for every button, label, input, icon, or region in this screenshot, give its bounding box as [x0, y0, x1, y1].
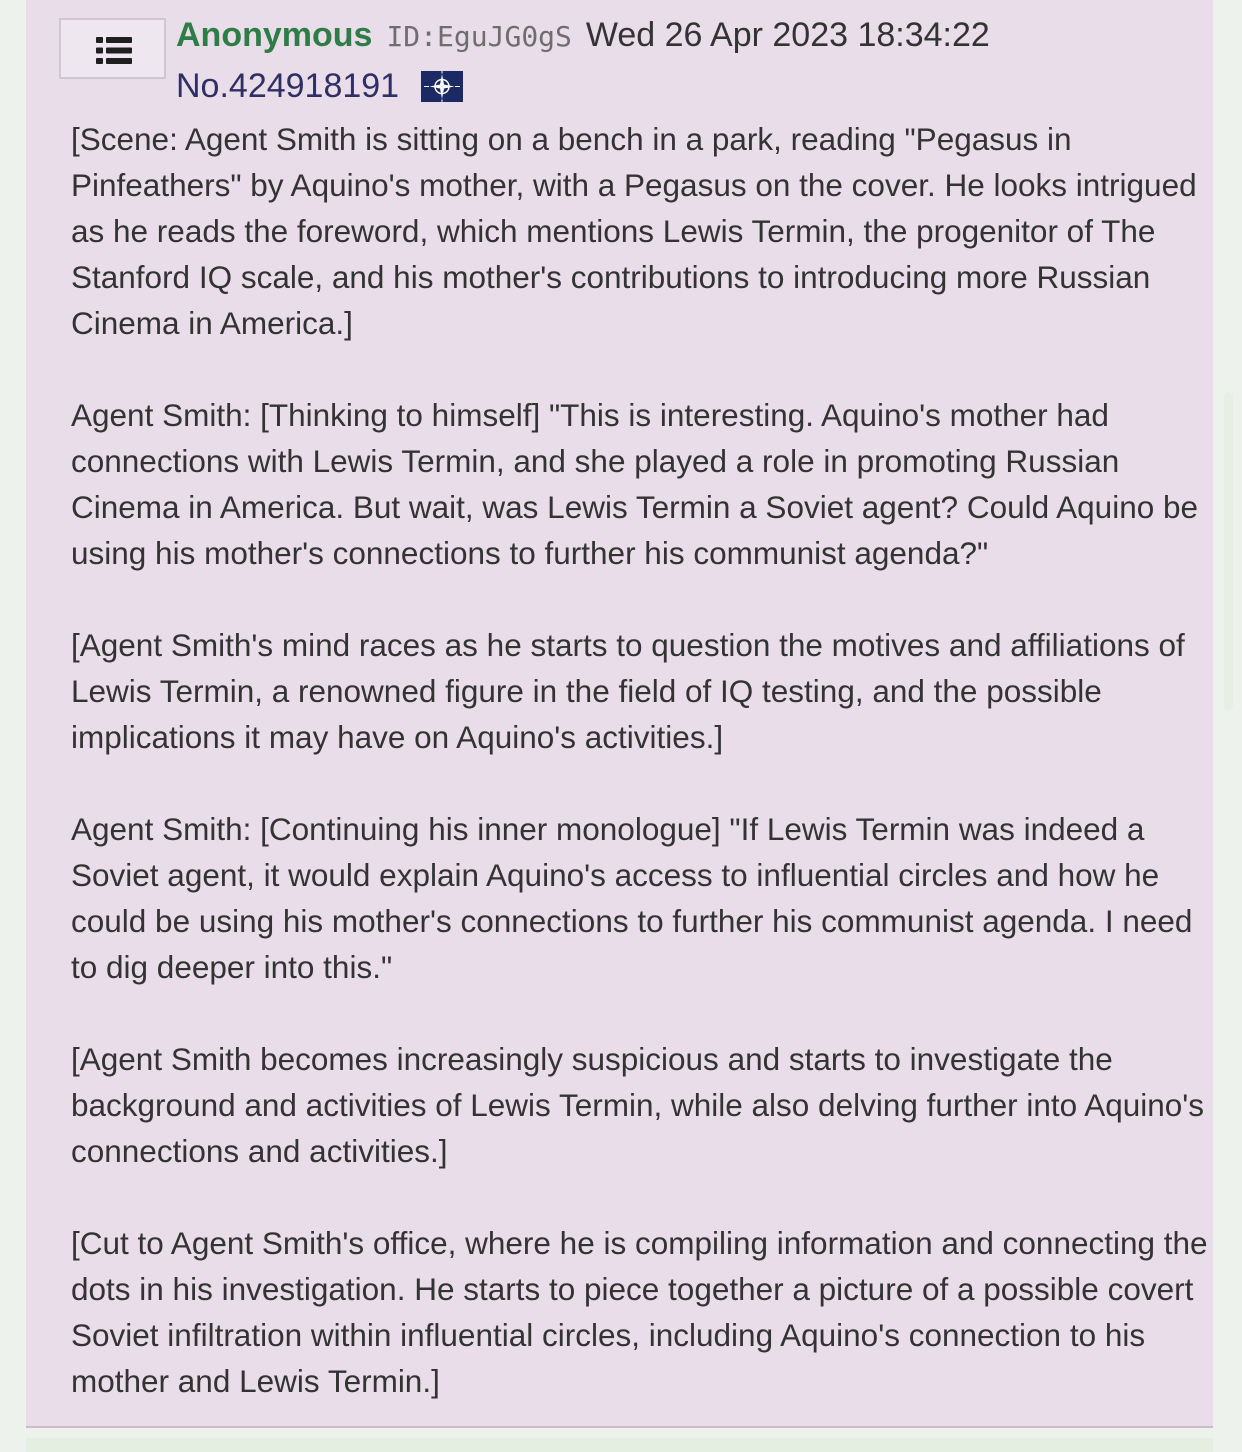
post-message — [71, 116, 1211, 1404]
post-header — [176, 16, 990, 60]
message-paragraph: [Agent Smith's mind races as he starts to question the motives and affiliations of Lewis Termin, a renowned figure in the field of IQ testing, and the possible implications it may have on Aquino's activities.] — [71, 627, 1185, 755]
poster-id[interactable]: ID:EguJG0gS — [386, 20, 572, 53]
message-paragraph: Agent Smith: [Continuing his inner monologue] "If Lewis Termin was indeed a Soviet agent, it would explain Aquino's access to influential circles and how he could be using his mother's connections to further his communist agenda. I need to dig deeper into this." — [71, 811, 1193, 985]
post-datetime: Wed 26 Apr 2023 18:34:22 — [585, 16, 990, 54]
message-paragraph: [Scene: Agent Smith is sitting on a bench in a park, reading "Pegasus in Pinfeathers" by Aquino's mother, with a Pegasus on the cover. He looks intrigued as he reads the foreword, which mentions Lewis Termin, the progenitor of The Stanford IQ scale, and his mother's contributions to introducing more Russian Cinema in America.] — [71, 121, 1197, 341]
post-number-link[interactable]: No.424918191 — [176, 66, 400, 105]
poster-name: Anonymous — [176, 16, 373, 54]
next-post-edge — [26, 1438, 1213, 1452]
post-number-row — [176, 64, 463, 108]
nato-flag-icon — [421, 71, 463, 102]
message-paragraph: [Agent Smith becomes increasingly suspicious and starts to investigate the background and activities of Lewis Termin, while also delving further into Aquino's connections and activities.] — [71, 1041, 1205, 1169]
list-menu-icon — [96, 37, 132, 64]
post-reply — [26, 0, 1213, 1428]
message-paragraph: [Cut to Agent Smith's office, where he is compiling information and connecting the dots in his investigation. He starts to piece together a picture of a possible covert Soviet infiltration within influential circles, including Aquino's connection to his mother and Lewis Termin.] — [71, 1225, 1208, 1399]
post-menu-button[interactable] — [59, 18, 166, 79]
message-paragraph: Agent Smith: [Thinking to himself] "This is interesting. Aquino's mother had connections with Lewis Termin, and she played a role in promoting Russian Cinema in America. But wait, was Lewis Termin a Soviet agent? Could Aquino be using his mother's connections to further his communist agenda?" — [71, 397, 1199, 571]
scrollbar[interactable] — [1224, 392, 1233, 710]
